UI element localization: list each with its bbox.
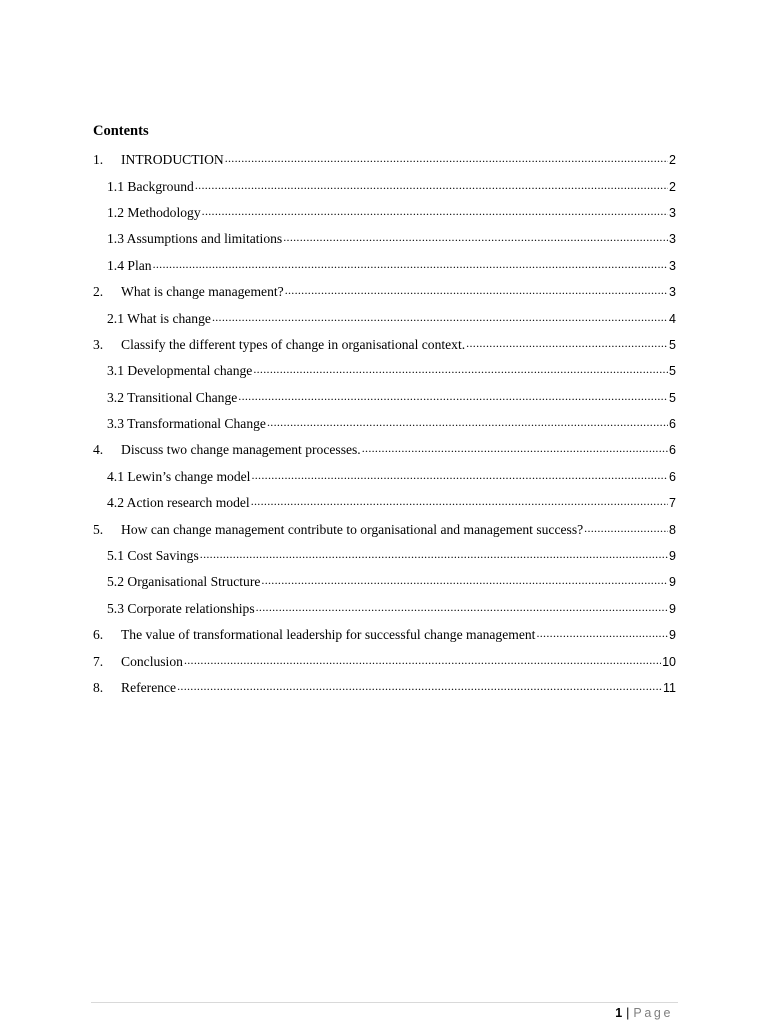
toc-entry[interactable]: [93, 490, 676, 516]
toc-dot-leader: [153, 259, 668, 273]
toc-entry-title: 5.2 Organisational Structure: [107, 574, 261, 590]
toc-entry[interactable]: [93, 516, 676, 542]
page-footer: [615, 1006, 673, 1020]
toc-dot-leader: [177, 681, 662, 695]
toc-dot-leader: [256, 602, 668, 616]
toc-entry-title: 4.1 Lewin’s change model: [107, 468, 251, 484]
toc-entry-title: 2.1 What is change: [107, 310, 211, 326]
toc-entry-title: What is change management?: [121, 284, 284, 300]
toc-entry-title: 4.2 Action research model: [107, 495, 250, 511]
toc-entry[interactable]: [93, 253, 676, 279]
footer-divider: [91, 1002, 678, 1003]
toc-entry[interactable]: [93, 543, 676, 569]
toc-entry[interactable]: [93, 385, 676, 411]
toc-entry-title: Reference: [121, 680, 177, 695]
toc-heading: Contents: [93, 123, 149, 139]
toc-entry-title: Discuss two change management processes.: [121, 442, 361, 458]
toc-entry-page: 10: [662, 654, 676, 669]
toc-entry[interactable]: [93, 464, 676, 490]
toc-entry[interactable]: [93, 411, 676, 437]
toc-entry-number: 6.: [93, 627, 104, 643]
toc-entry-page: 3: [669, 232, 676, 247]
toc-entry-number: 3.: [93, 336, 104, 352]
toc-dot-leader: [184, 655, 661, 669]
toc-entry-page: 2: [669, 179, 676, 194]
toc-dot-leader: [251, 470, 668, 484]
toc-entry-page: 6: [669, 417, 676, 432]
toc-entry-page: 9: [669, 628, 676, 643]
toc-entry-page: 6: [669, 469, 676, 484]
toc-entry-title: 3.1 Developmental change: [107, 363, 253, 379]
toc-entry-title: 1.1 Background: [107, 178, 194, 194]
toc-entry-title: The value of transformational leadership for successful change management: [121, 627, 536, 643]
toc-dot-leader: [283, 232, 668, 246]
toc-entry[interactable]: [93, 173, 676, 199]
toc-dot-leader: [200, 549, 668, 563]
toc-entry[interactable]: [93, 279, 676, 305]
toc-entry[interactable]: [93, 200, 676, 226]
table-of-contents: [93, 147, 676, 701]
footer-page-number: 1: [615, 1006, 623, 1020]
toc-entry-number: 5.: [93, 521, 104, 537]
toc-entry-page: 5: [669, 390, 676, 405]
toc-entry-number: 2.: [93, 284, 104, 300]
toc-entry-page: 2: [669, 153, 676, 168]
footer-page-label: Page: [633, 1006, 673, 1020]
toc-entry-title: INTRODUCTION: [121, 152, 224, 168]
toc-entry-page: 9: [669, 575, 676, 590]
toc-dot-leader: [225, 153, 668, 167]
toc-entry-title: Conclusion: [121, 653, 183, 669]
toc-entry-title: 3.3 Transformational Change: [107, 416, 266, 432]
toc-entry[interactable]: [93, 305, 676, 331]
toc-entry-number: 1.: [93, 152, 104, 168]
toc-entry-page: 6: [669, 443, 676, 458]
toc-dot-leader: [267, 417, 668, 431]
toc-dot-leader: [536, 628, 668, 642]
toc-entry[interactable]: [93, 569, 676, 595]
toc-entry-page: 8: [669, 522, 676, 537]
toc-entry-title: 1.3 Assumptions and limitations: [107, 231, 283, 247]
toc-entry-page: 4: [669, 311, 676, 326]
toc-entry-title: Classify the different types of change in organisational context.: [121, 336, 466, 352]
toc-entry-page: 5: [669, 364, 676, 379]
toc-dot-leader: [195, 180, 668, 194]
toc-entry[interactable]: [93, 648, 676, 674]
toc-dot-leader: [261, 575, 668, 589]
toc-dot-leader: [466, 338, 668, 352]
toc-dot-leader: [212, 312, 668, 326]
toc-entry-title: 1.4 Plan: [107, 257, 152, 273]
toc-dot-leader: [253, 364, 668, 378]
toc-entry-number: 8.: [93, 680, 104, 695]
toc-entry-title: 3.2 Transitional Change: [107, 389, 238, 405]
toc-entry-page: 5: [669, 337, 676, 352]
toc-entry-number: 7.: [93, 653, 104, 669]
toc-entry-title: How can change management contribute to organisational and management success?: [121, 521, 584, 537]
toc-entry[interactable]: [93, 147, 676, 173]
toc-entry[interactable]: [93, 226, 676, 252]
toc-entry-page: 3: [669, 205, 676, 220]
footer-separator: |: [626, 1006, 630, 1020]
toc-dot-leader: [251, 496, 668, 510]
toc-entry-title: 5.1 Cost Savings: [107, 548, 199, 564]
toc-entry[interactable]: [93, 596, 676, 622]
toc-entry-number: 4.: [93, 442, 104, 458]
toc-dot-leader: [238, 391, 668, 405]
toc-entry-page: 3: [669, 258, 676, 273]
toc-dot-leader: [202, 206, 668, 220]
toc-entry-page: 9: [669, 549, 676, 564]
toc-dot-leader: [285, 285, 668, 299]
toc-entry-page: 7: [669, 496, 676, 511]
toc-entry-title: 1.2 Methodology: [107, 204, 201, 220]
toc-entry-page: 11: [663, 681, 676, 695]
toc-entry-page: 3: [669, 285, 676, 300]
toc-entry[interactable]: [93, 332, 676, 358]
toc-entry[interactable]: [93, 358, 676, 384]
toc-entry-page: 9: [669, 601, 676, 616]
toc-entry-title: 5.3 Corporate relationships: [107, 600, 255, 616]
toc-dot-leader: [362, 443, 668, 457]
toc-entry[interactable]: [93, 437, 676, 463]
toc-entry[interactable]: [93, 675, 676, 701]
toc-entry[interactable]: [93, 622, 676, 648]
toc-dot-leader: [584, 523, 668, 537]
